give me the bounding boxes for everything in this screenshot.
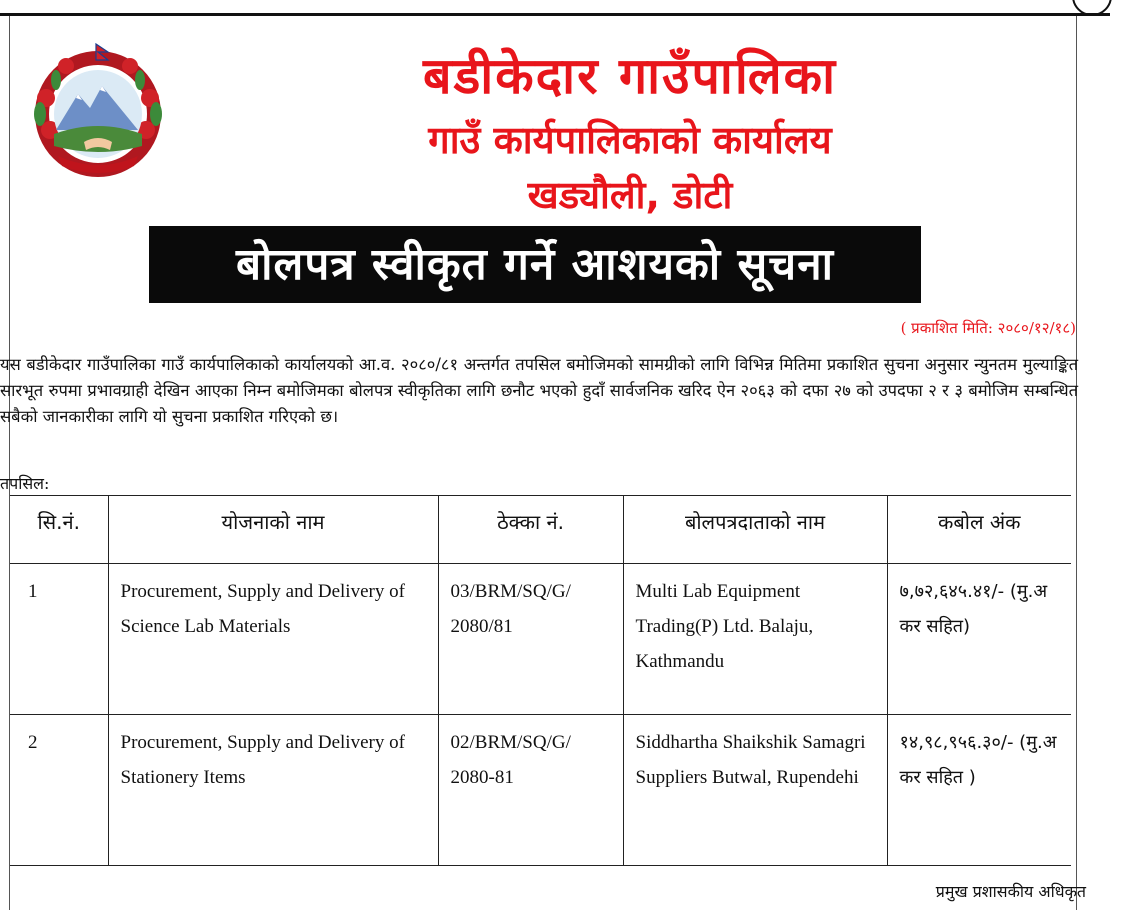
col-header-project: योजनाको नाम [108, 496, 438, 564]
cell-contract: 03/BRM/SQ/G/ 2080/81 [438, 564, 623, 715]
cell-sn: 2 [10, 715, 108, 866]
table-header-row [10, 496, 1071, 564]
cell-amount: ७,७२,६४५.४१/- (मु.अ कर सहित) [887, 564, 1071, 715]
table-row [10, 564, 1071, 715]
notice-title-banner: बोलपत्र स्वीकृत गर्ने आशयको सूचना [149, 226, 921, 303]
table-row [10, 715, 1071, 866]
col-header-sn: सि.नं. [10, 496, 108, 564]
top-cropped-strip [0, 0, 1124, 14]
signature-line: प्रमुख प्रशासकीय अधिकृत [935, 882, 1086, 901]
circle-mark-icon [1072, 0, 1112, 14]
cell-amount: १४,९८,९५६.३०/- (मु.अ कर सहित ) [887, 715, 1071, 866]
address-heading: खड्यौली, डोटी [527, 173, 733, 217]
cell-bidder: Multi Lab Equipment Trading(P) Ltd. Balaju, Kathmandu [623, 564, 887, 715]
nepal-emblem-icon [26, 38, 171, 183]
cell-contract: 02/BRM/SQ/G/ 2080-81 [438, 715, 623, 866]
col-header-contract: ठेक्का नं. [438, 496, 623, 564]
col-header-bidder: बोलपत्रदाताको नाम [623, 496, 887, 564]
col-header-amount: कबोल अंक [887, 496, 1071, 564]
bid-table [10, 495, 1071, 866]
cell-sn: 1 [10, 564, 108, 715]
cell-project: Procurement, Supply and Delivery of Science Lab Materials [108, 564, 438, 715]
intro-paragraph: यस बडीकेदार गाउँपालिका गाउँ कार्यपालिकाको कार्यालयको आ.व. २०८०/८१ अन्तर्गत तपसिल बमोजिमको सामग्रीको लागि विभिन्न मितिमा प्रकाशित सुचना अनुसार न्युनतम मुल्याङ्कित सारभूत रुपमा प्रभावग्राही देखिन आएका निम्न बमोजिमका बोलपत्र स्वीकृतिका लागि छनौट भएको हुदाँ सार्वजनिक खरिद ऐन २०६३ को दफा २७ को उपदफा २ र ३ बमोजिम सम्बन्धित सबैको जानकारीका लागि यो सुचना प्रकाशित गरिएको छ। [0, 355, 1078, 426]
cell-bidder: Siddhartha Shaikshik Samagri Suppliers Butwal, Rupendehi [623, 715, 887, 866]
publish-date: ( प्रकाशित मिति: २०८०/१२/१८) [900, 319, 1076, 337]
detail-label: तपसिल: [0, 474, 50, 493]
cell-project: Procurement, Supply and Delivery of Stationery Items [108, 715, 438, 866]
sub-office-heading: गाउँ कार्यपालिकाको कार्यालय [428, 118, 832, 162]
office-name-heading: बडीकेदार गाउँपालिका [422, 47, 838, 105]
